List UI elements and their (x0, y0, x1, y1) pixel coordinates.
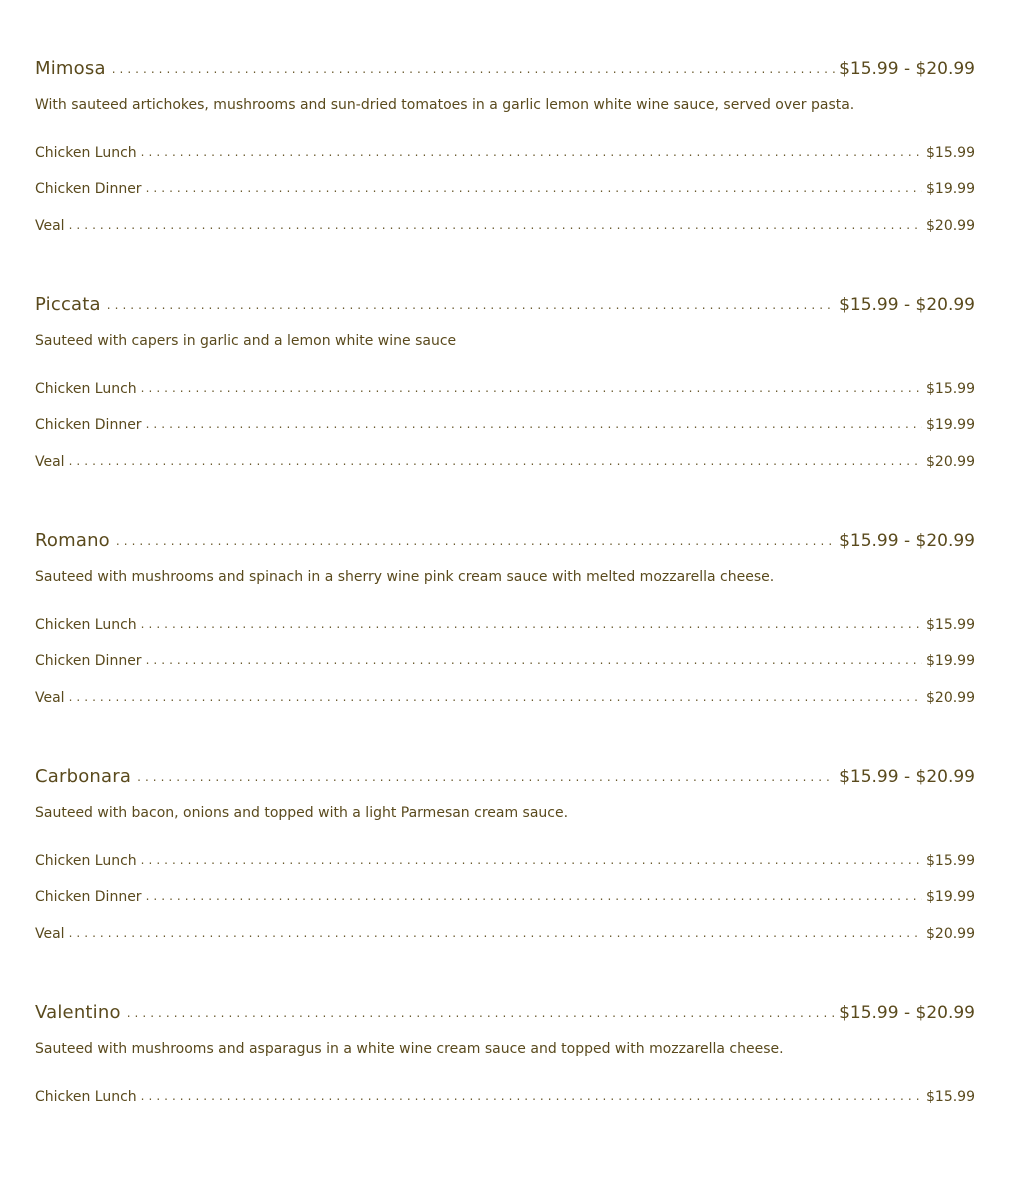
option-label: Chicken Lunch (35, 853, 137, 869)
dot-leader (146, 654, 922, 666)
option-label: Veal (35, 218, 65, 234)
option-price: $19.99 (926, 181, 975, 197)
option-price: $15.99 (926, 381, 975, 397)
option-price: $15.99 (926, 617, 975, 633)
option-price: $15.99 (926, 145, 975, 161)
option-label: Veal (35, 690, 65, 706)
dot-leader (69, 691, 922, 703)
dot-leader (146, 418, 922, 430)
dot-leader (69, 219, 922, 231)
dot-leader (141, 1090, 922, 1102)
price-option-row (35, 417, 975, 437)
dot-leader (137, 771, 835, 783)
dish-title-row (35, 530, 975, 554)
option-label: Chicken Dinner (35, 417, 142, 433)
option-price: $19.99 (926, 653, 975, 669)
option-label: Chicken Lunch (35, 381, 137, 397)
dish-price-range: $15.99 - $20.99 (839, 1003, 975, 1023)
price-option-row (35, 690, 975, 710)
dish-description: Sauteed with mushrooms and spinach in a sherry wine pink cream sauce with melted mozzarella cheese. (35, 569, 775, 585)
dot-leader (141, 146, 922, 158)
dish-name: Mimosa (35, 58, 106, 79)
dot-leader (141, 382, 922, 394)
menu-item-romano (35, 472, 975, 708)
dish-name: Valentino (35, 1002, 121, 1023)
option-price: $20.99 (926, 926, 975, 942)
dish-name: Carbonara (35, 766, 132, 787)
dish-title-row (35, 58, 975, 82)
menu-item-carbonara (35, 708, 975, 944)
dish-price-range: $15.99 - $20.99 (839, 767, 975, 787)
price-option-row (35, 853, 975, 873)
price-option-row (35, 617, 975, 637)
option-price: $15.99 (926, 853, 975, 869)
dot-leader (112, 63, 835, 75)
option-label: Chicken Lunch (35, 1089, 137, 1105)
price-option-row (35, 181, 975, 201)
price-option-row (35, 889, 975, 909)
dish-description: With sauteed artichokes, mushrooms and sun-dried tomatoes in a garlic lemon white wine sauce, served over pasta. (35, 97, 855, 113)
dish-price-range: $15.99 - $20.99 (839, 59, 975, 79)
dish-description: Sauteed with mushrooms and asparagus in a white wine cream sauce and topped with mozzarella cheese. (35, 1041, 784, 1057)
dot-leader (141, 854, 922, 866)
dot-leader (116, 535, 835, 547)
dish-title-row (35, 766, 975, 790)
dot-leader (146, 890, 922, 902)
option-label: Veal (35, 926, 65, 942)
option-price: $15.99 (926, 1089, 975, 1105)
dish-title-row (35, 294, 975, 318)
menu-item-valentino (35, 944, 975, 1180)
dot-leader (69, 455, 922, 467)
price-option-row (35, 145, 975, 165)
option-label: Chicken Lunch (35, 617, 137, 633)
dot-leader (146, 182, 922, 194)
option-price: $19.99 (926, 889, 975, 905)
dish-description: Sauteed with bacon, onions and topped with a light Parmesan cream sauce. (35, 805, 569, 821)
option-label: Chicken Dinner (35, 653, 142, 669)
option-label: Chicken Lunch (35, 145, 137, 161)
price-option-row (35, 454, 975, 474)
dish-price-range: $15.99 - $20.99 (839, 295, 975, 315)
price-option-row (35, 381, 975, 401)
price-option-row (35, 1089, 975, 1109)
option-label: Chicken Dinner (35, 889, 142, 905)
dot-leader (141, 618, 922, 630)
dish-name: Romano (35, 530, 110, 551)
dish-title-row (35, 1002, 975, 1026)
menu-item-piccata (35, 236, 975, 472)
option-price: $20.99 (926, 454, 975, 470)
dish-name: Piccata (35, 294, 101, 315)
dot-leader (107, 299, 835, 311)
option-price: $19.99 (926, 417, 975, 433)
menu-item-mimosa (35, 0, 975, 236)
option-price: $20.99 (926, 218, 975, 234)
price-option-row (35, 926, 975, 946)
option-label: Veal (35, 454, 65, 470)
dot-leader (127, 1007, 835, 1019)
price-option-row (35, 218, 975, 238)
dot-leader (69, 927, 922, 939)
option-price: $20.99 (926, 690, 975, 706)
option-label: Chicken Dinner (35, 181, 142, 197)
dish-price-range: $15.99 - $20.99 (839, 531, 975, 551)
price-option-row (35, 653, 975, 673)
dish-description: Sauteed with capers in garlic and a lemon white wine sauce (35, 333, 457, 349)
